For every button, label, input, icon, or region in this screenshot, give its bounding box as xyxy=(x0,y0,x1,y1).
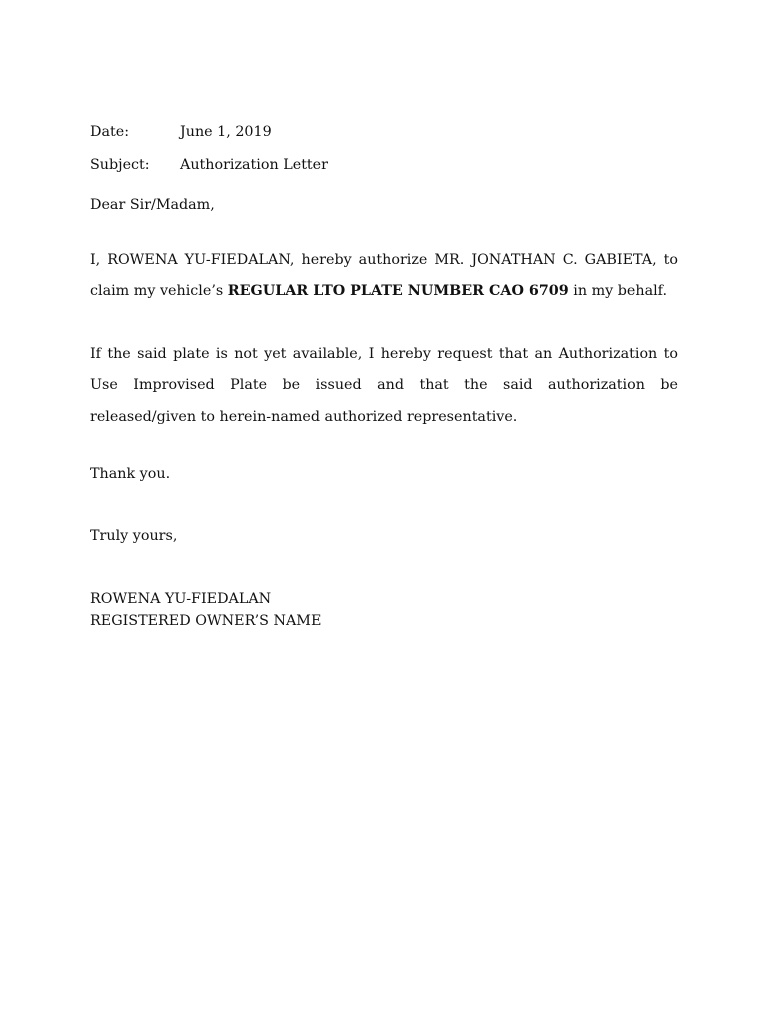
date-label: Date: xyxy=(90,124,130,140)
closing-line: Truly yours, xyxy=(90,528,178,544)
subject-value: Authorization Letter xyxy=(180,156,328,173)
signatory-title: REGISTERED OWNER’S NAME xyxy=(90,613,322,629)
thanks-line: Thank you. xyxy=(90,466,171,482)
authorization-text-start: I, ROWENA YU-FIEDALAN, hereby authorize MR. JONATHAN C. GABIETA, to claim my vehicle’s xyxy=(90,251,678,299)
authorization-paragraph xyxy=(90,245,678,308)
date-row xyxy=(90,122,678,143)
improvised-plate-paragraph: If the said plate is not yet available, I hereby request that an Authorization to Use Improvised Plate be issued and that the said authorization be released/given to herein-named authorized representative. xyxy=(90,345,678,425)
plate-number-emphasis: REGULAR LTO PLATE NUMBER CAO 6709 xyxy=(227,283,569,299)
authorization-letter xyxy=(90,122,678,632)
subject-row xyxy=(90,155,678,176)
date-value: June 1, 2019 xyxy=(180,124,272,140)
salutation: Dear Sir/Madam, xyxy=(90,196,215,213)
authorization-text-end: in my behalf. xyxy=(568,283,667,299)
subject-label: Subject: xyxy=(90,156,150,173)
signatory-name: ROWENA YU-FIEDALAN xyxy=(90,591,272,607)
